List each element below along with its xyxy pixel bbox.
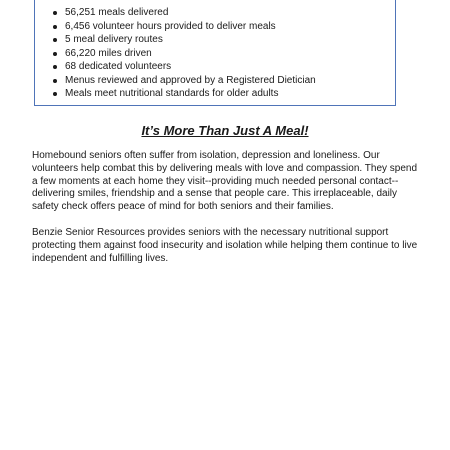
bullet-icon — [53, 38, 57, 42]
body-paragraph: Homebound seniors often suffer from isolation, depression and loneliness. Our volunteers help combat this by delivering meals with love and compassion. They spend a few moments at each home they visit--providing much needed personal contact--delivering smiles, friendship and a sense that people care. This irreplaceable, daily safety check offers peace of mind for both seniors and their families. — [32, 150, 418, 213]
section-headline: It’s More Than Just A Meal! — [141, 123, 309, 138]
stat-text: 56,251 meals delivered — [65, 7, 169, 18]
list-item — [51, 20, 316, 34]
list-item — [51, 74, 316, 88]
stat-text: Meals meet nutritional standards for older adults — [65, 88, 279, 99]
bullet-icon — [53, 25, 57, 29]
list-item — [51, 87, 316, 101]
stat-text: 66,220 miles driven — [65, 47, 152, 59]
bullet-icon — [53, 92, 57, 96]
stat-text: 5 meal delivery routes — [65, 34, 163, 45]
body-paragraph: Benzie Senior Resources provides seniors with the necessary nutritional support protecting them against food insecurity and isolation while helping them continue to live independent and fulfilling lives. — [32, 227, 418, 264]
list-item — [51, 33, 316, 47]
bullet-icon — [53, 52, 57, 56]
stat-text: 68 dedicated volunteers — [65, 61, 172, 72]
stats-box — [34, 0, 396, 106]
stat-text: Menus reviewed and approved by a Registered Dietician — [65, 74, 316, 86]
bullet-icon — [53, 11, 57, 15]
list-item — [51, 47, 316, 61]
stat-text: 6,456 volunteer hours provided to deliver meals — [65, 20, 276, 32]
bullet-icon — [53, 65, 57, 69]
list-item — [51, 6, 316, 20]
stats-list — [51, 6, 316, 101]
list-item — [51, 60, 316, 74]
bullet-icon — [53, 79, 57, 83]
